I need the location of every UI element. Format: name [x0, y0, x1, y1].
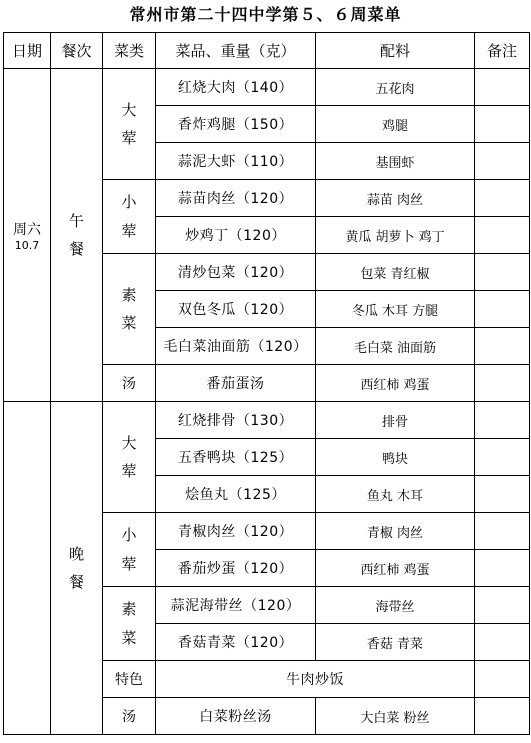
header-date: 日期	[4, 33, 51, 69]
ingredients: 五花肉	[316, 69, 475, 106]
category-special: 特色	[103, 661, 156, 698]
dish-name: 红烧大肉（140）	[156, 69, 316, 106]
ingredients: 西红柿 鸡蛋	[316, 550, 475, 587]
notes-cell	[475, 513, 530, 550]
ingredients: 包菜 青红椒	[316, 254, 475, 291]
notes-cell	[475, 587, 530, 624]
notes-cell	[475, 106, 530, 143]
notes-cell	[475, 402, 530, 439]
meal-dinner: 晚餐	[51, 402, 103, 735]
ingredients: 香菇 青菜	[316, 624, 475, 661]
notes-cell	[475, 365, 530, 402]
ingredients: 青椒 肉丝	[316, 513, 475, 550]
dish-name: 清炒包菜（120）	[156, 254, 316, 291]
ingredients: 基围虾	[316, 143, 475, 180]
table-row	[4, 69, 530, 106]
dish-name: 毛白菜油面筋（120）	[156, 328, 316, 365]
notes-cell	[475, 291, 530, 328]
header-row	[4, 33, 530, 69]
ingredients: 鱼丸 木耳	[316, 476, 475, 513]
date-cell-continued	[4, 402, 51, 735]
header-category: 菜类	[103, 33, 156, 69]
ingredients: 西红柿 鸡蛋	[316, 365, 475, 402]
notes-cell	[475, 550, 530, 587]
dish-name: 烩鱼丸（125）	[156, 476, 316, 513]
notes-cell	[475, 698, 530, 735]
header-meal: 餐次	[51, 33, 103, 69]
dish-name: 双色冬瓜（120）	[156, 291, 316, 328]
dish-name: 白菜粉丝汤	[156, 698, 316, 735]
dish-name: 番茄蛋汤	[156, 365, 316, 402]
date-day: 周六	[13, 221, 41, 238]
notes-cell	[475, 180, 530, 217]
notes-cell	[475, 476, 530, 513]
notes-cell	[475, 624, 530, 661]
header-dish: 菜品、重量（克）	[156, 33, 316, 69]
category-vegetable: 素菜	[103, 254, 156, 365]
ingredients: 鸡腿	[316, 106, 475, 143]
dish-name: 蒜泥海带丝（120）	[156, 587, 316, 624]
notes-cell	[475, 143, 530, 180]
ingredients: 排骨	[316, 402, 475, 439]
category-small-meat: 小荤	[103, 513, 156, 587]
page-title: 常州市第二十四中学第５、６周菜单	[129, 5, 402, 24]
category-small-meat: 小荤	[103, 180, 156, 254]
ingredients: 大白菜 粉丝	[316, 698, 475, 735]
category-big-meat: 大荤	[103, 402, 156, 513]
dish-name: 香炸鸡腿（150）	[156, 106, 316, 143]
header-ingredients: 配料	[316, 33, 475, 69]
category-soup: 汤	[103, 365, 156, 402]
ingredients: 蒜苗 肉丝	[316, 180, 475, 217]
dish-name: 香菇青菜（120）	[156, 624, 316, 661]
meal-lunch: 午餐	[51, 69, 103, 402]
header-notes: 备注	[475, 33, 530, 69]
notes-cell	[475, 254, 530, 291]
notes-cell	[475, 328, 530, 365]
notes-cell	[475, 439, 530, 476]
menu-table	[3, 32, 530, 735]
date-cell	[4, 69, 51, 402]
dish-name: 番茄炒蛋（120）	[156, 550, 316, 587]
ingredients: 鸭块	[316, 439, 475, 476]
dish-name: 蒜苗肉丝（120）	[156, 180, 316, 217]
table-row	[4, 402, 530, 439]
ingredients: 海带丝	[316, 587, 475, 624]
dish-name: 炒鸡丁（120）	[156, 217, 316, 254]
date-number: 10.7	[14, 238, 40, 252]
notes-cell	[475, 217, 530, 254]
category-soup: 汤	[103, 698, 156, 735]
dish-name: 蒜泥大虾（110）	[156, 143, 316, 180]
notes-cell	[475, 661, 530, 698]
ingredients: 黄瓜 胡萝卜 鸡丁	[316, 217, 475, 254]
notes-cell	[475, 69, 530, 106]
dish-name: 青椒肉丝（120）	[156, 513, 316, 550]
category-big-meat: 大荤	[103, 69, 156, 180]
ingredients: 毛白菜 油面筋	[316, 328, 475, 365]
ingredients: 冬瓜 木耳 方腿	[316, 291, 475, 328]
dish-name: 五香鸭块（125）	[156, 439, 316, 476]
dish-name: 牛肉炒饭	[156, 661, 475, 698]
dish-name: 红烧排骨（130）	[156, 402, 316, 439]
category-vegetable: 素菜	[103, 587, 156, 661]
